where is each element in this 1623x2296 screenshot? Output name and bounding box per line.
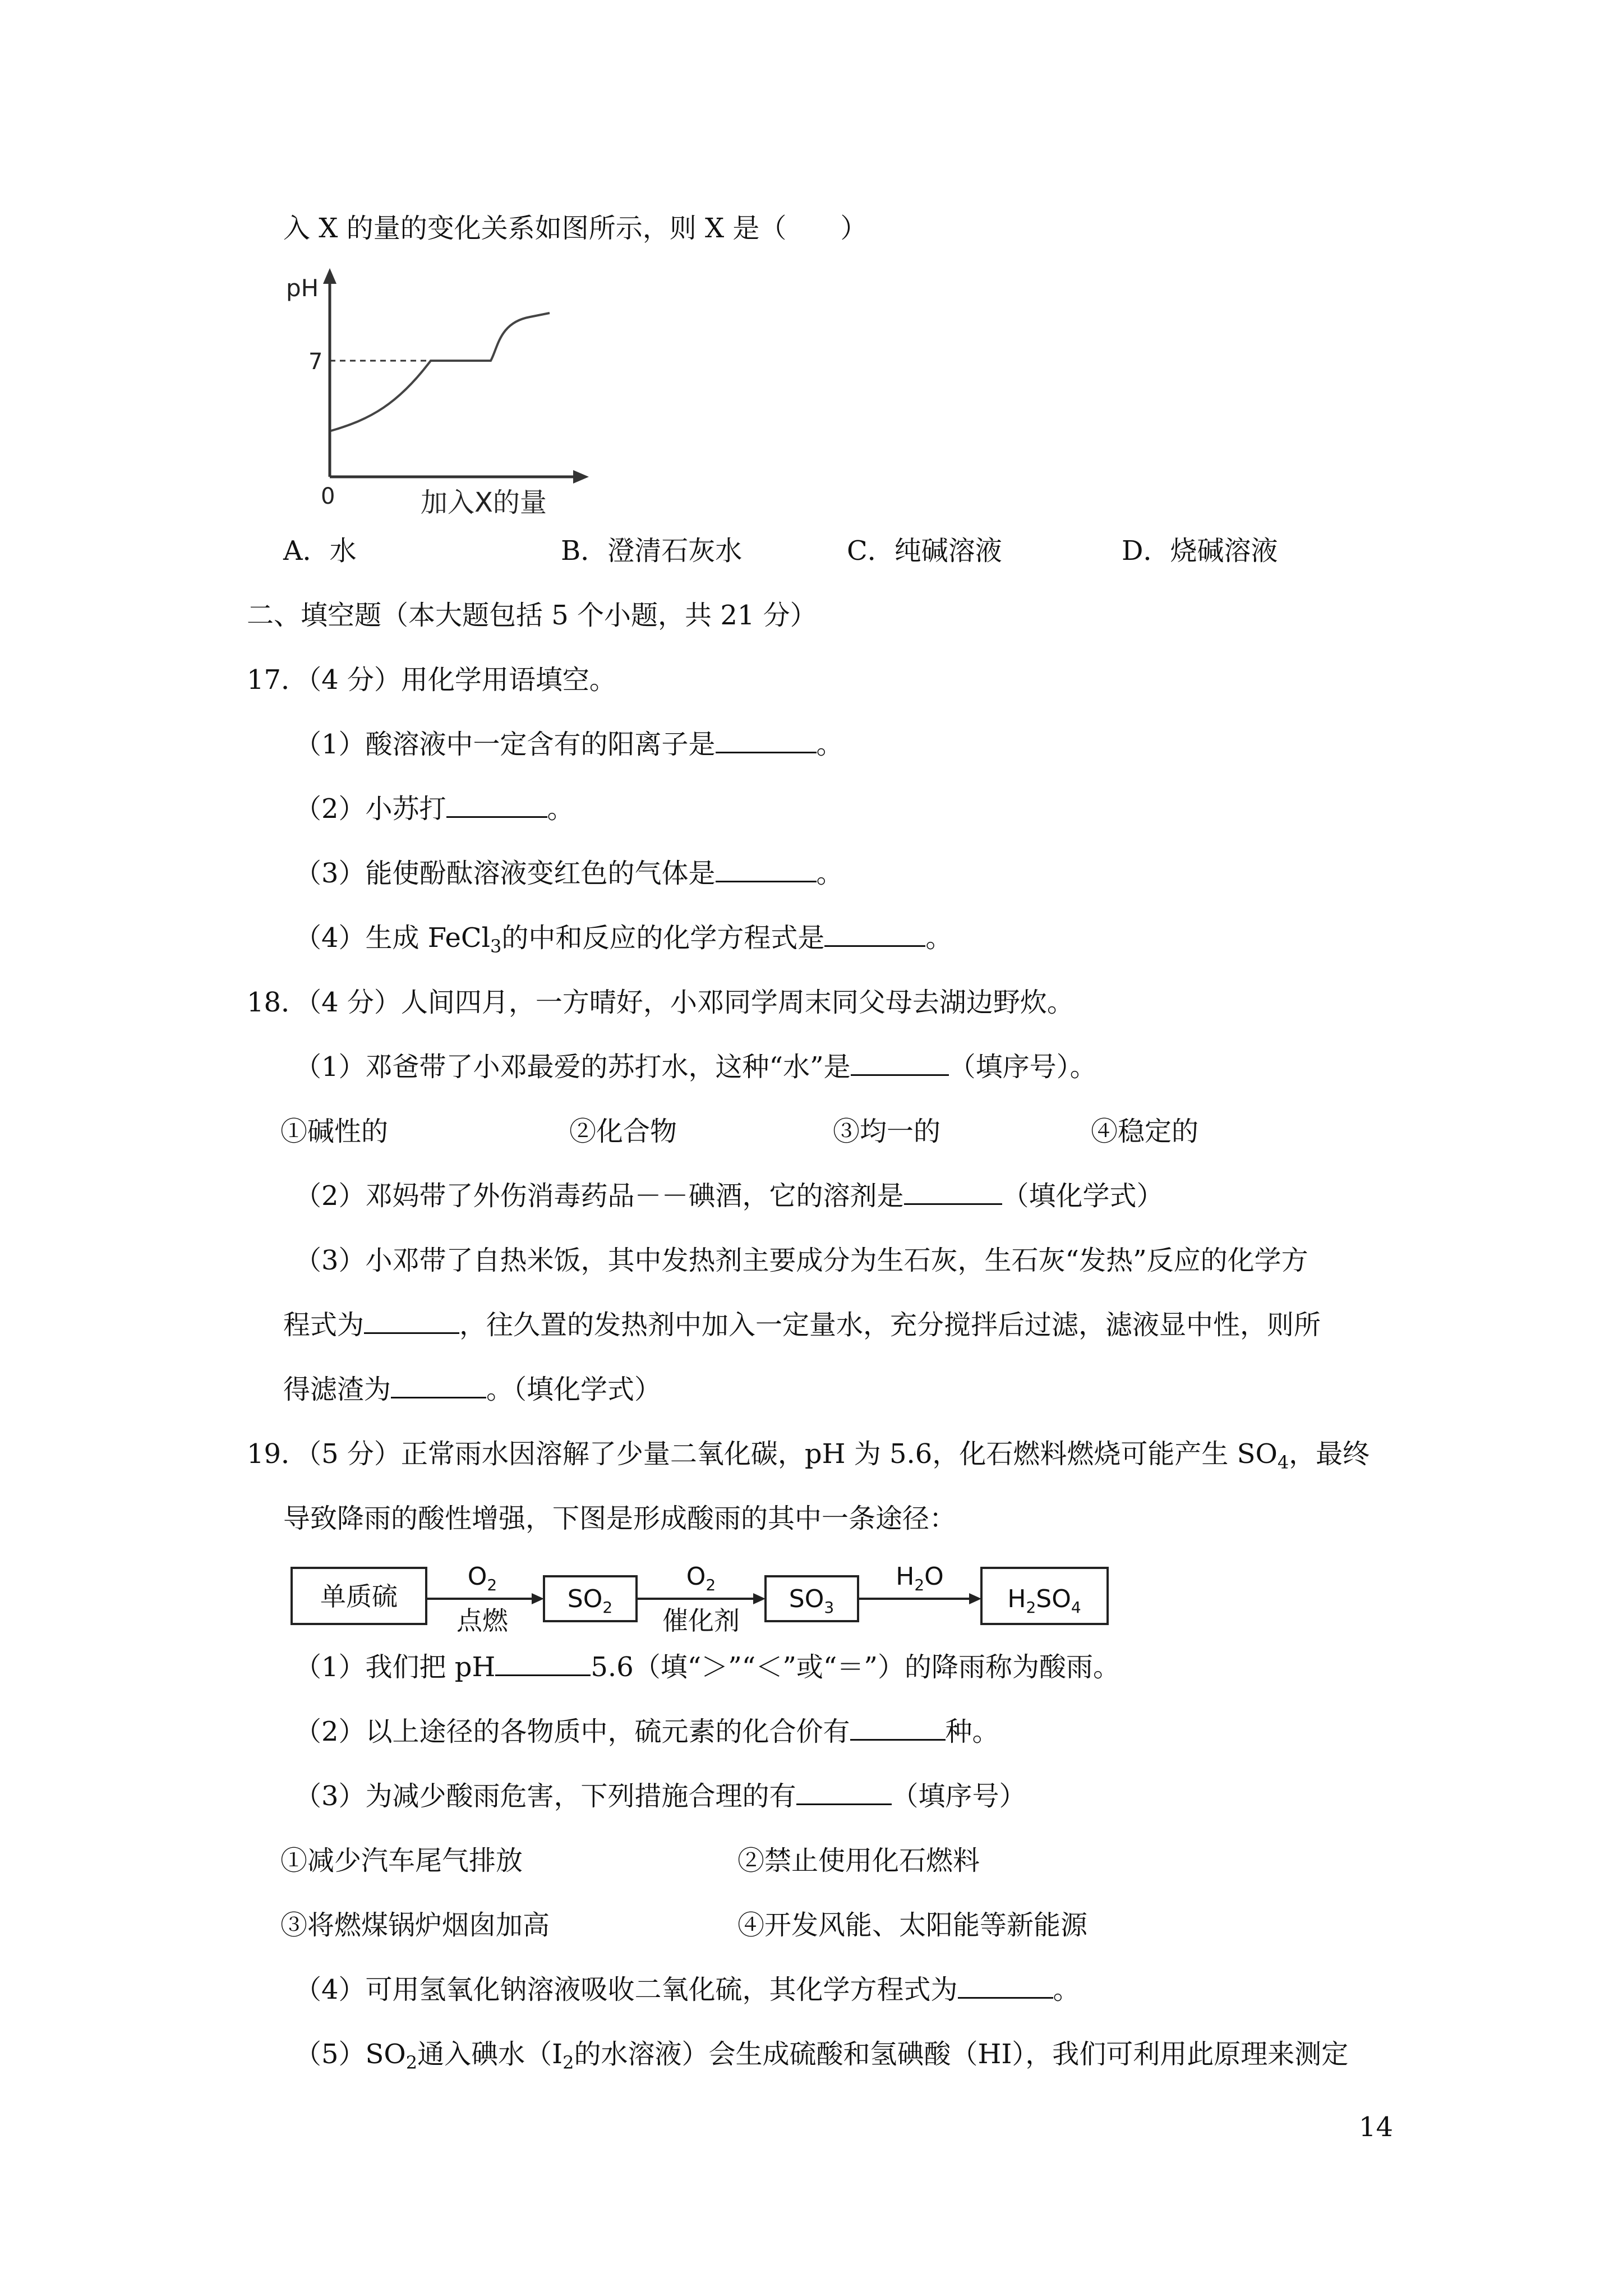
box-sulfur-label: 单质硫 [320,1581,398,1612]
answer-blank[interactable] [391,1372,486,1398]
q19-part1: （1）我们把 pH 5.6（填“＞”“＜”或“＝”）的降雨称为酸雨。 [294,1649,1120,1685]
box-so3-label: $SO_3$ [789,1585,834,1617]
box-so2-label: $SO_2$ [567,1585,613,1617]
q18-part3-line3: 得滤渣为 。（填化学式） [283,1372,661,1407]
q19-line1: 19．（5 分）正常雨水因溶解了少量二氧化碳，pH 为 5.6，化石燃料燃烧可能产生 $SO_4$，最终 [247,1438,1370,1473]
q16-option-a: A．水 [283,535,357,567]
arrow1-bottom-label: 点燃 [457,1605,508,1636]
x-axis-arrow [573,470,589,484]
answer-blank[interactable] [850,1714,946,1741]
q16-stem-tail: 入 X 的量的变化关系如图所示，则 X 是（ ） [283,213,868,244]
q18-choice-1: ①碱性的 [280,1116,389,1147]
q19-line2: 导致降雨的酸性增强，下图是形成酸雨的其中一条途径： [283,1503,957,1534]
answer-blank[interactable] [851,1050,949,1076]
page-number: 14 [1358,2111,1393,2143]
arrow1-top-label: $O_2$ [467,1562,497,1594]
q18-choice-2: ②化合物 [569,1116,677,1147]
y-axis-label: pH [286,274,319,302]
ph-curve-graph [275,264,611,522]
q17-title: 17．（4 分）用化学用语填空。 [247,664,616,696]
q19-choice-4: ④开发风能、太阳能等新能源 [737,1910,1088,1941]
acid-rain-pathway-diagram [286,1551,1127,1641]
answer-blank[interactable] [796,1779,892,1805]
origin-label: 0 [321,484,335,509]
q17-part1: （1）酸溶液中一定含有的阳离子是 。 [294,726,843,762]
answer-blank[interactable] [364,1308,459,1334]
q19-choice-3: ③将燃煤锅炉烟囱加高 [280,1910,550,1941]
box-h2so4-label: $H_2SO_4$ [1007,1585,1081,1617]
q17-part3: （3）能使酚酞溶液变红色的气体是 。 [294,855,843,891]
answer-blank[interactable] [904,1179,1002,1205]
y-tick-7: 7 [308,349,323,375]
q17-part2: （2）小苏打 。 [294,791,574,827]
q18-part1: （1）邓爸带了小邓最爱的苏打水，这种“水”是 （填序号）。 [294,1049,1097,1085]
q19-part4: （4）可用氢氧化钠溶液吸收二氧化硫，其化学方程式为 。 [294,1972,1080,2008]
y-axis-arrow [323,268,336,284]
arrow2-top-label: $O_2$ [686,1562,716,1594]
q19-part5: $(5)SO_2$通入碘水（$I_2$的水溶液）会生成硫酸和氢碘酸（HI），我们可利用此原理来测定 [294,2039,1349,2073]
q18-part3-line1: （3）小邓带了自热米饭，其中发热剂主要成分为生石灰，生石灰“发热”反应的化学方 [294,1245,1308,1276]
q18-title: 18．（4 分）人间四月，一方晴好，小邓同学周末同父母去湖边野炊。 [247,987,1074,1018]
q18-part3-line2: 程式为 ，往久置的发热剂中加入一定量水，充分搅拌后过滤，滤液显中性，则所 [283,1307,1321,1343]
answer-blank[interactable] [495,1650,591,1676]
q18-part2: （2）邓妈带了外伤消毒药品－－碘酒，它的溶剂是 （填化学式） [294,1178,1164,1214]
q16-option-c: C．纯碱溶液 [847,535,1002,567]
q19-part3: （3）为减少酸雨危害，下列措施合理的有 （填序号） [294,1778,1026,1814]
q19-part2: （2）以上途径的各物质中，硫元素的化合价有 种。 [294,1714,999,1750]
q16-option-d: D．烧碱溶液 [1122,535,1278,567]
ph-curve [331,313,550,431]
q19-choice-1: ①减少汽车尾气排放 [280,1845,523,1876]
answer-blank[interactable] [824,921,925,947]
q17-part4: （4）生成 FeCl$_3$的中和反应的化学方程式是 。 [294,920,952,964]
answer-blank[interactable] [446,792,547,818]
answer-blank[interactable] [716,856,817,882]
arrow2-bottom-label: 催化剂 [662,1605,740,1636]
q18-choice-4: ④稳定的 [1091,1116,1199,1147]
answer-blank[interactable] [716,727,817,753]
q18-choice-3: ③均一的 [833,1116,941,1147]
section2-heading: 二、填空题（本大题包括 5 个小题，共 21 分） [247,600,817,631]
arrow3-top-label: $H_2O$ [896,1562,944,1594]
answer-blank[interactable] [958,1972,1053,1999]
x-axis-label: 加入X的量 [421,487,547,518]
q16-option-b: B．澄清石灰水 [561,535,743,567]
q19-choice-2: ②禁止使用化石燃料 [737,1845,980,1876]
